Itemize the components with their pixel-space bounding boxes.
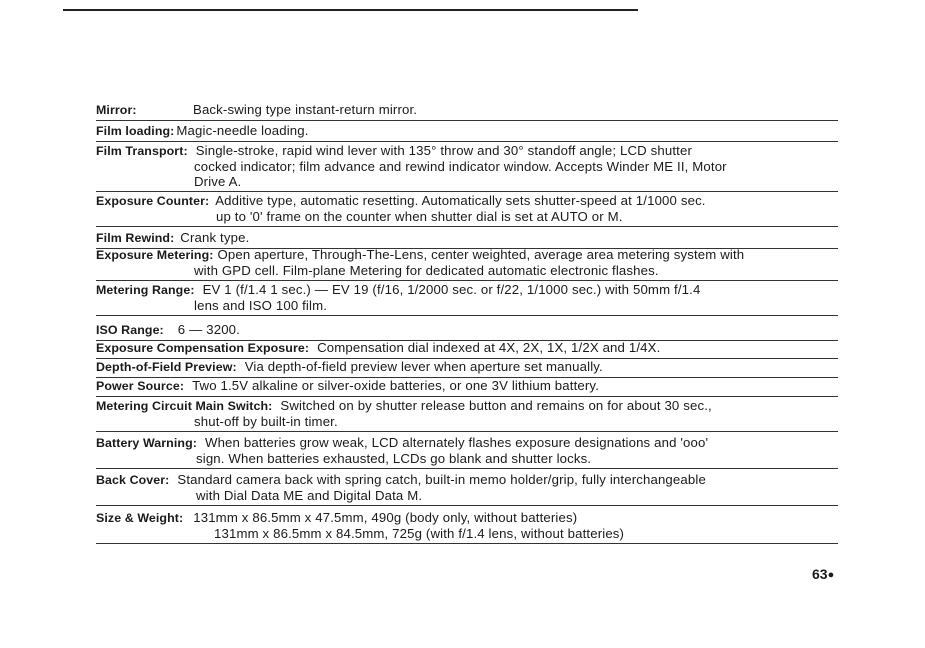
spec-label: ISO Range: [96,323,164,337]
bullet-icon: ● [827,569,835,581]
spec-value-continued: Drive A. [194,174,242,189]
spec-row-mirror [96,102,838,121]
spec-label: Depth-of-Field Preview: [96,360,237,374]
spec-label: Size & Weight: [96,511,184,525]
spec-value: When batteries grow weak, LCD alternately flashes exposure designations and 'ooo' [204,435,709,450]
spec-label: Exposure Counter: [96,194,210,208]
spec-row-exposure-compensation [96,340,838,359]
spec-value-continued: shut-off by built-in timer. [194,414,338,429]
spec-label: Film Transport: [96,144,188,158]
spec-row-power-source [96,378,838,397]
spec-label: Exposure Compensation Exposure: [96,341,310,355]
spec-value: Via depth-of-field preview lever when aperture set manually. [244,359,603,374]
spec-label: Mirror: [96,103,137,117]
page-number-text: 63 [812,566,828,582]
spec-value-continued: with Dial Data ME and Digital Data M. [196,488,423,503]
page-number [812,566,834,582]
spec-row-depth-of-field [96,359,838,378]
spec-row-back-cover [96,472,838,506]
spec-value: Compensation dial indexed at 4X, 2X, 1X, 1/2X and 1/4X. [317,340,661,355]
spec-value: 131mm x 86.5mm x 47.5mm, 490g (body only, without batteries) [193,510,578,525]
spec-value: Single-stroke, rapid wind lever with 135° throw and 30° standoff angle; LCD shutter [195,143,692,158]
spec-value: Additive type, automatic resetting. Automatically sets shutter-speed at 1/1000 sec. [215,193,706,208]
spec-value: Open aperture, Through-The-Lens, center weighted, average area metering system with [217,247,745,262]
spec-row-iso-range [96,322,838,341]
spec-label: Metering Circuit Main Switch: [96,399,273,413]
spec-label: Power Source: [96,379,185,393]
spec-value-continued: up to '0' frame on the counter when shutter dial is set at AUTO or M. [216,209,623,224]
spec-row-metering-range [96,282,838,316]
spec-row-film-loading [96,123,838,142]
spec-label: Battery Warning: [96,436,197,450]
spec-value-continued: cocked indicator; film advance and rewind indicator window. Accepts Winder ME II, Motor [194,159,727,174]
spec-value: Back-swing type instant-return mirror. [193,102,418,117]
spec-table [96,0,846,560]
spec-value-continued: 131mm x 86.5mm x 84.5mm, 725g (with f/1.4 lens, without batteries) [214,526,625,541]
spec-value: Magic-needle loading. [176,123,309,138]
spec-label: Back Cover: [96,473,170,487]
spec-row-exposure-counter [96,193,838,227]
spec-row-size-weight [96,510,838,544]
spec-value: Switched on by shutter release button and remains on for about 30 sec., [280,398,712,413]
spec-row-metering-circuit [96,398,838,432]
spec-value: Two 1.5V alkaline or silver-oxide batteries, or one 3V lithium battery. [192,378,600,393]
spec-value: 6 — 3200. [177,322,240,337]
spec-row-film-transport [96,143,838,192]
spec-label: Film loading: [96,124,175,138]
spec-value-continued: lens and ISO 100 film. [194,298,328,313]
spec-value: Crank type. [180,230,250,245]
spec-label: Metering Range: [96,283,195,297]
spec-value-continued: with GPD cell. Film-plane Metering for dedicated automatic electronic flashes. [194,263,659,278]
spec-row-exposure-metering [96,247,838,281]
spec-value: Standard camera back with spring catch, built-in memo holder/grip, fully interchangeable [177,472,706,487]
spec-label: Exposure Metering: [96,248,214,262]
spec-label: Film Rewind: [96,231,175,245]
spec-value: EV 1 (f/1.4 1 sec.) — EV 19 (f/16, 1/2000 sec. or f/22, 1/1000 sec.) with 50mm f/1.4 [202,282,701,297]
spec-value-continued: sign. When batteries exhausted, LCDs go blank and shutter locks. [196,451,592,466]
spec-row-battery-warning [96,435,838,469]
